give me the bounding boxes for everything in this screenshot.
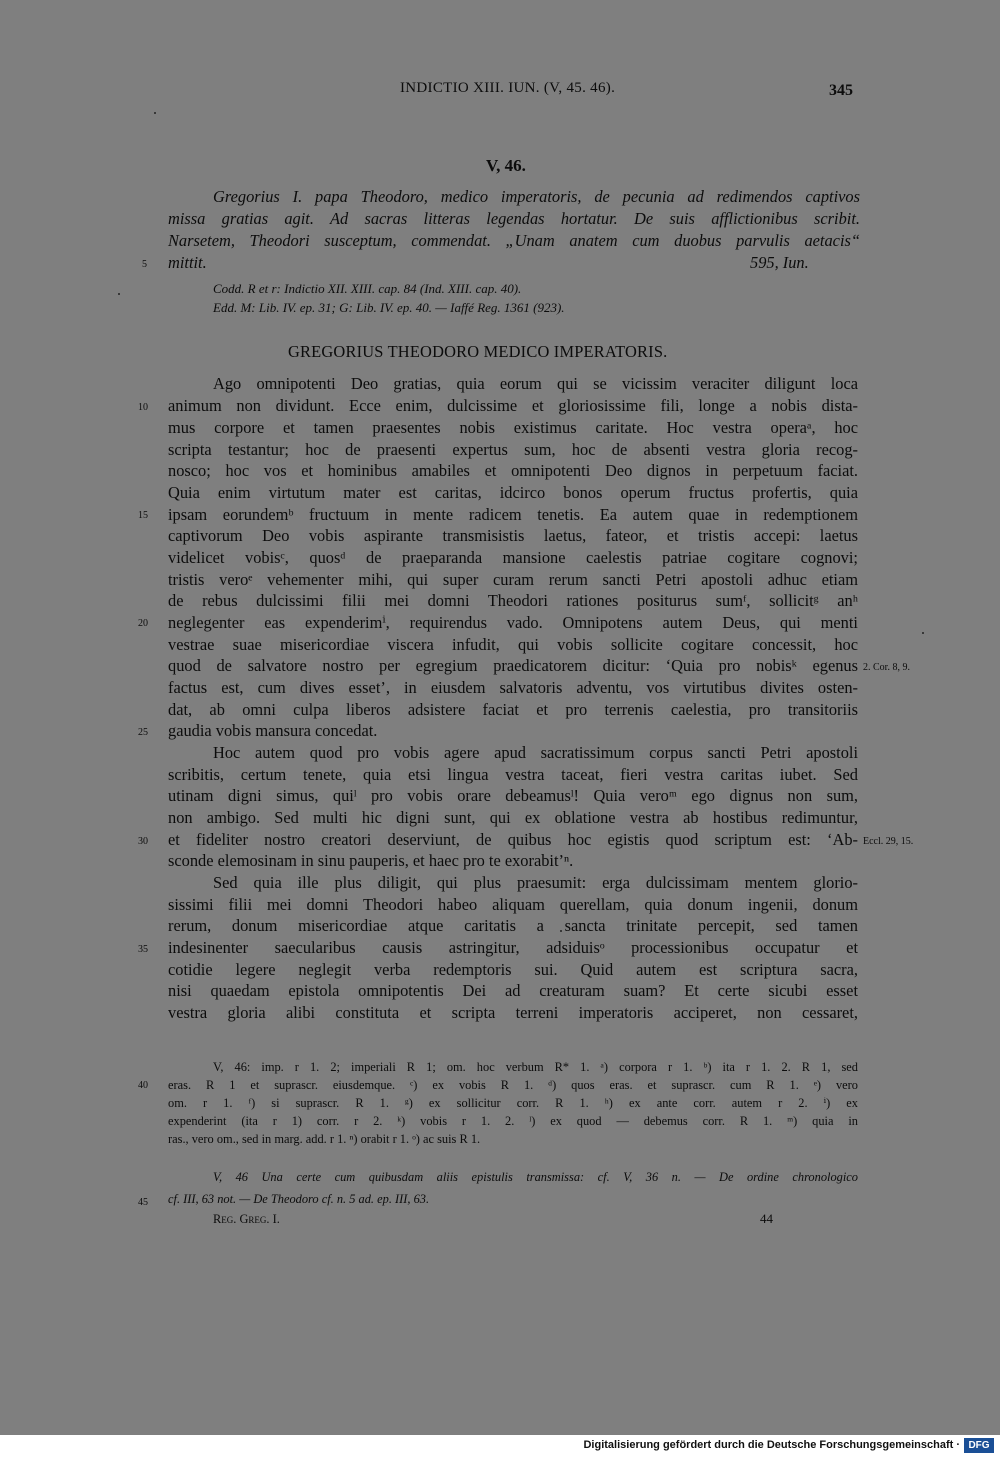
speck <box>922 632 924 634</box>
body-line: Quia enim virtutum mater est caritas, idcirco bonos operum fructus profertis, quia <box>168 483 858 502</box>
signature-left: Reg. Greg. I. <box>213 1212 280 1226</box>
body-line: neglegenter eas expenderimⁱ, requirendus vado. Omnipotens autem Deus, qui menti <box>168 613 858 632</box>
body-line: sissimi filii mei domni Theodori habeo aliquam querellam, quia donum ingenii, donum <box>168 895 858 914</box>
line-number: 15 <box>138 510 148 521</box>
note-line: cf. III, 63 not. — De Theodoro cf. n. 5 ad. ep. III, 63. <box>168 1192 430 1206</box>
body-line: vestrae suae misericordiae viscera infudit, qui vobis sollicite cogitare concessit, hoc <box>168 635 858 654</box>
body-line: Ago omnipotenti Deo gratias, quia eorum qui se vicissim veraciter diligunt loca <box>213 374 858 393</box>
edition-sources: Edd. M: Lib. IV. ep. 31; G: Lib. IV. ep. 40. — Iaffé Reg. 1361 (923). <box>213 300 565 315</box>
body-line: indesinenter saecularibus causis astringitur, adsiduisᵒ processionibus occupatur et <box>168 938 858 957</box>
body-line: gaudia vobis mansura concedat. <box>168 721 378 740</box>
apparatus-line: om. r 1. ᶠ) si suprascr. R 1. ᵍ) ex sollicitur corr. R 1. ʰ) ex ante corr. autem r 2. ⁱ) ex <box>168 1096 858 1110</box>
body-line: scribitis, certum tenete, quia etsi lingua vestra taceat, fieri vestra caritas iubet. Sed <box>168 765 858 784</box>
body-line: utinam digni simus, quiˡ pro vobis orare debeamusˡ! Quia veroᵐ ego dignus non sum, <box>168 786 858 805</box>
letter-heading: GREGORIUS THEODORO MEDICO IMPERATORIS. <box>288 342 668 361</box>
body-line: de rebus dulcissimi filii mei domni Theodori rationes positurus sumᶠ, sollicitᵍ anʰ <box>168 591 858 610</box>
body-line: animum non dividunt. Ecce enim, dulcissime et gloriosissime fili, longe a nobis dista- <box>168 396 858 415</box>
letter-date: 595, Iun. <box>750 253 809 272</box>
summary-line: Narsetem, Theodori susceptum, commendat. „Unam anatem cum duobus parvulis aetacis“ <box>168 231 860 250</box>
speck <box>118 293 120 295</box>
running-title: INDICTIO XIII. IUN. (V, 45. 46). <box>400 80 616 96</box>
apparatus-line: expenderint (ita r 1) corr. r 2. ᵏ) vobis r 1. 2. ˡ) ex quod — debemus corr. R 1. ᵐ) quia in <box>168 1114 858 1128</box>
speck <box>154 112 156 114</box>
note-line: V, 46 Una certe cum quibusdam aliis epistulis transmissa: cf. V, 36 n. — De ordine chronologico <box>213 1170 858 1184</box>
apparatus-line: eras. R 1 et suprascr. eiusdemque. ᶜ) ex vobis R 1. ᵈ) quos eras. et suprascr. cum R 1. ᵉ) vero <box>168 1078 858 1092</box>
letter-number: V, 46. <box>486 156 526 175</box>
body-line: factus est, cum dives esset’, in eiusdem salvatoris adventu, vos virtutibus divites osten- <box>168 678 858 697</box>
apparatus-line: V, 46: imp. r 1. 2; imperiali R 1; om. hoc verbum R* 1. ᵃ) corpora r 1. ᵇ) ita r 1. 2. R 1, sed <box>213 1060 858 1074</box>
body-line: ipsam eorundemᵇ fructuum in mente radicem tenetis. Ea autem quae in redemptionem <box>168 505 858 524</box>
body-line: mus corpore et tamen praesentes nobis existimus caritate. Hoc vestra operaᵃ, hoc <box>168 418 858 437</box>
line-number: 20 <box>138 618 148 629</box>
body-line: quod de salvatore nostro per egregium praedicatorem dicitur: ‘Quia pro nobisᵏ egenus <box>168 656 858 675</box>
body-line: et fideliter nostro creatori deserviunt, de quibus hoc egistis quod scriptum est: ‘Ab- <box>168 830 858 849</box>
body-line: vestra gloria alibi constituta et scripta terreni imperatoris acciperet, non cessaret, <box>168 1003 858 1022</box>
line-number: 40 <box>138 1080 148 1091</box>
body-line: nosco; hoc vos et hominibus amabiles et omnipotenti Deo dignos in perpetuum faciat. <box>168 461 858 480</box>
body-line: sconde elemosinam in sinu pauperis, et haec pro te exorabit’ⁿ. <box>168 851 574 870</box>
body-line: nisi quaedam epistola omnipotentis Dei ad creaturam suam? Et certe sicubi esset <box>168 981 858 1000</box>
body-line: scripta testantur; hoc de praesenti expertus sum, hoc de absenti vestra gloria recog- <box>168 440 858 459</box>
summary-line: missa gratias agit. Ad sacras litteras legendas hortatur. De suis afflictionibus scribit. <box>168 209 860 228</box>
funding-credit: Digitalisierung gefördert durch die Deutsche Forschungsgemeinschaft · <box>583 1439 960 1451</box>
line-number: 35 <box>138 944 148 955</box>
line-number: 10 <box>138 402 148 413</box>
scripture-ref: 2. Cor. 8, 9. <box>863 662 910 673</box>
line-number: 45 <box>138 1197 148 1208</box>
page-number: 345 <box>829 82 853 99</box>
body-line: cotidie legere neglegit verba redemptoris sui. Quid autem est scriptura sacra, <box>168 960 858 979</box>
body-line: tristis veroᵉ vehementer mihi, qui super curam rerum sancti Petri apostoli adhuc etiam <box>168 570 858 589</box>
body-line: videlicet vobisᶜ, quosᵈ de praeparanda mansione caelestis patriae cogitare cognovi; <box>168 548 858 567</box>
summary-line: Gregorius I. papa Theodoro, medico imperatoris, de pecunia ad redimendos captivos <box>213 187 860 206</box>
footer-bar <box>0 1435 1000 1458</box>
body-line: Sed quia ille plus diligit, qui plus praesumit: erga dulcissimam mentem glorio- <box>213 873 858 892</box>
body-line: dat, ab omni culpa liberos adsistere faciat et pro terrenis caelestia, pro transitoriis <box>168 700 858 719</box>
summary-line: mittit. <box>168 253 207 272</box>
body-line: Hoc autem quod pro vobis agere apud sacratissimum corpus sancti Petri apostoli <box>213 743 858 762</box>
body-line: captivorum Deo vobis aspirante transmisistis laetus, fateor, et tristis accepi: laetus <box>168 526 858 545</box>
apparatus-line: ras., vero om., sed in marg. add. r 1. ⁿ) orabit r 1. ᵒ) ac suis R 1. <box>168 1132 481 1146</box>
line-number: 5 <box>142 259 147 270</box>
body-line: non ambigo. Sed multi hic digni sunt, qui ex oblatione vestra ab hostibus redimuntur, <box>168 808 858 827</box>
dfg-logo: DFG <box>964 1438 994 1453</box>
manuscript-sources: Codd. R et r: Indictio XII. XIII. cap. 84 (Ind. XIII. cap. 40). <box>213 281 522 296</box>
body-line: rerum, donum misericordiae atque caritatis a sancta trinitate percepit, sed tamen <box>168 916 858 935</box>
signature-right: 44 <box>760 1211 773 1226</box>
scripture-ref: Eccl. 29, 15. <box>863 836 914 847</box>
line-number: 30 <box>138 836 148 847</box>
line-number: 25 <box>138 727 148 738</box>
